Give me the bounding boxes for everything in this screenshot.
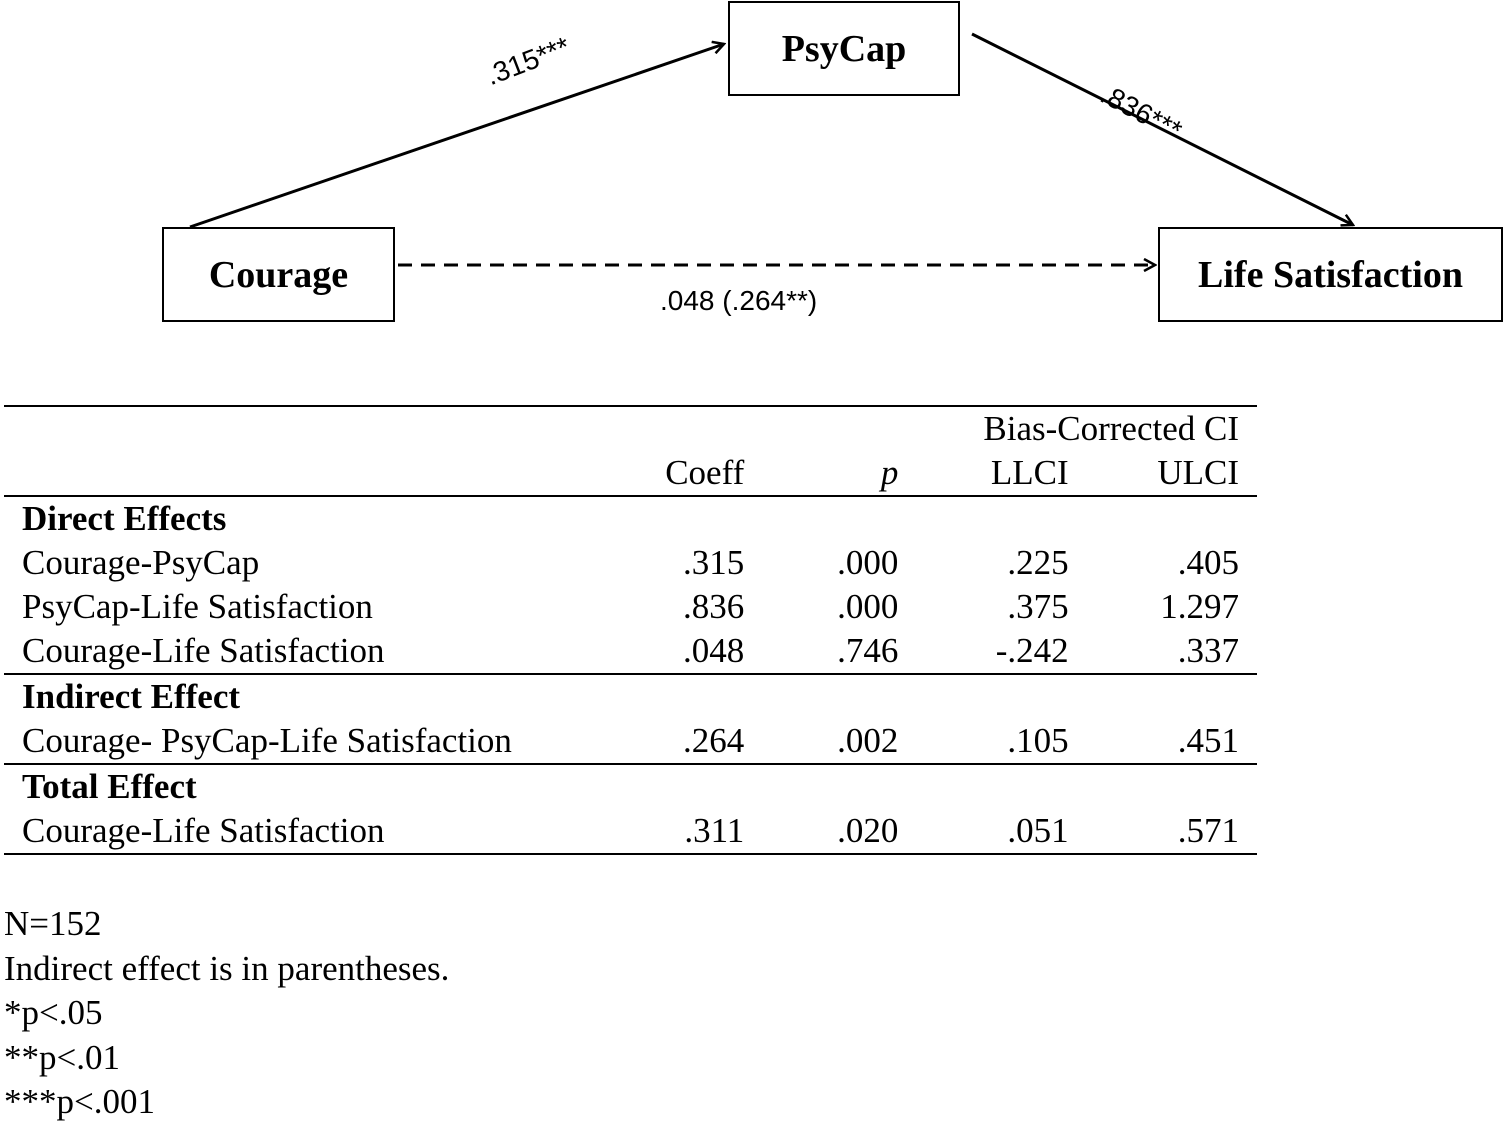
section-title: Indirect Effect	[22, 677, 241, 716]
cell-coeff: .264	[578, 719, 744, 764]
table-notes	[4, 902, 449, 1125]
note-significance-2: **p<.01	[4, 1037, 120, 1077]
edge-label-courage-life: .048 (.264**)	[660, 285, 818, 316]
cell-ulci: .337	[1069, 629, 1257, 674]
group-header-row	[4, 406, 1257, 451]
cell-llci: .105	[898, 719, 1068, 764]
cell-coeff: .311	[578, 809, 744, 854]
node-psycap-label: PsyCap	[781, 27, 907, 70]
header-coeff: Coeff	[578, 451, 744, 496]
node-courage	[162, 227, 395, 322]
note-significance-3: ***p<.001	[4, 1082, 155, 1121]
cell-ulci: .451	[1069, 719, 1257, 764]
column-header-row	[4, 451, 1257, 496]
row-label: Courage-PsyCap	[22, 543, 260, 582]
table-row	[4, 809, 1257, 854]
row-label: Courage-Life Satisfaction	[4, 809, 578, 854]
results-table	[4, 405, 1257, 855]
cell-p: .000	[837, 587, 899, 626]
cell-p: .746	[744, 629, 898, 674]
node-courage-label: Courage	[208, 253, 349, 296]
header-llci: LLCI	[898, 451, 1068, 496]
cell-coeff: .048	[578, 629, 744, 674]
note-parentheses: Indirect effect is in parentheses.	[4, 948, 450, 988]
cell-p: .002	[744, 719, 898, 764]
cell-ulci: .571	[1069, 809, 1257, 854]
table-row	[4, 541, 1257, 585]
header-ulci: ULCI	[1069, 451, 1257, 496]
section-title-row	[4, 674, 1257, 719]
group-header: Bias-Corrected CI	[898, 406, 1257, 451]
cell-llci: .375	[1007, 587, 1069, 626]
row-label: Courage-Life Satisfaction	[4, 629, 578, 674]
cell-llci: .225	[1007, 543, 1069, 582]
mediation-diagram	[0, 0, 1504, 340]
section-title: Direct Effects	[22, 499, 227, 538]
row-label: PsyCap-Life Satisfaction	[22, 587, 373, 626]
table-row	[4, 629, 1257, 674]
note-sample-size: N=152	[4, 904, 102, 943]
cell-p: .020	[744, 809, 898, 854]
cell-coeff: .836	[683, 587, 745, 626]
cell-p: .000	[837, 543, 899, 582]
section-title-row	[4, 496, 1257, 541]
node-life-satisfaction-label: Life Satisfaction	[1198, 253, 1463, 296]
table-row	[4, 585, 1257, 629]
section-title: Total Effect	[22, 767, 197, 806]
cell-llci: -.242	[898, 629, 1068, 674]
header-p: p	[744, 451, 898, 496]
row-label: Courage- PsyCap-Life Satisfaction	[4, 719, 578, 764]
section-title-row	[4, 764, 1257, 809]
cell-ulci: 1.297	[1160, 587, 1239, 626]
node-psycap	[728, 1, 960, 96]
cell-llci: .051	[898, 809, 1068, 854]
table-row	[4, 719, 1257, 764]
cell-ulci: .405	[1177, 543, 1239, 582]
note-significance-1: *p<.05	[4, 993, 103, 1032]
cell-coeff: .315	[683, 543, 745, 582]
edge-label-courage-psycap: .315***	[481, 30, 575, 92]
edge-courage-psycap	[190, 44, 724, 227]
node-life-satisfaction	[1158, 227, 1503, 322]
edge-label-psycap-life: .836***	[1095, 78, 1187, 147]
